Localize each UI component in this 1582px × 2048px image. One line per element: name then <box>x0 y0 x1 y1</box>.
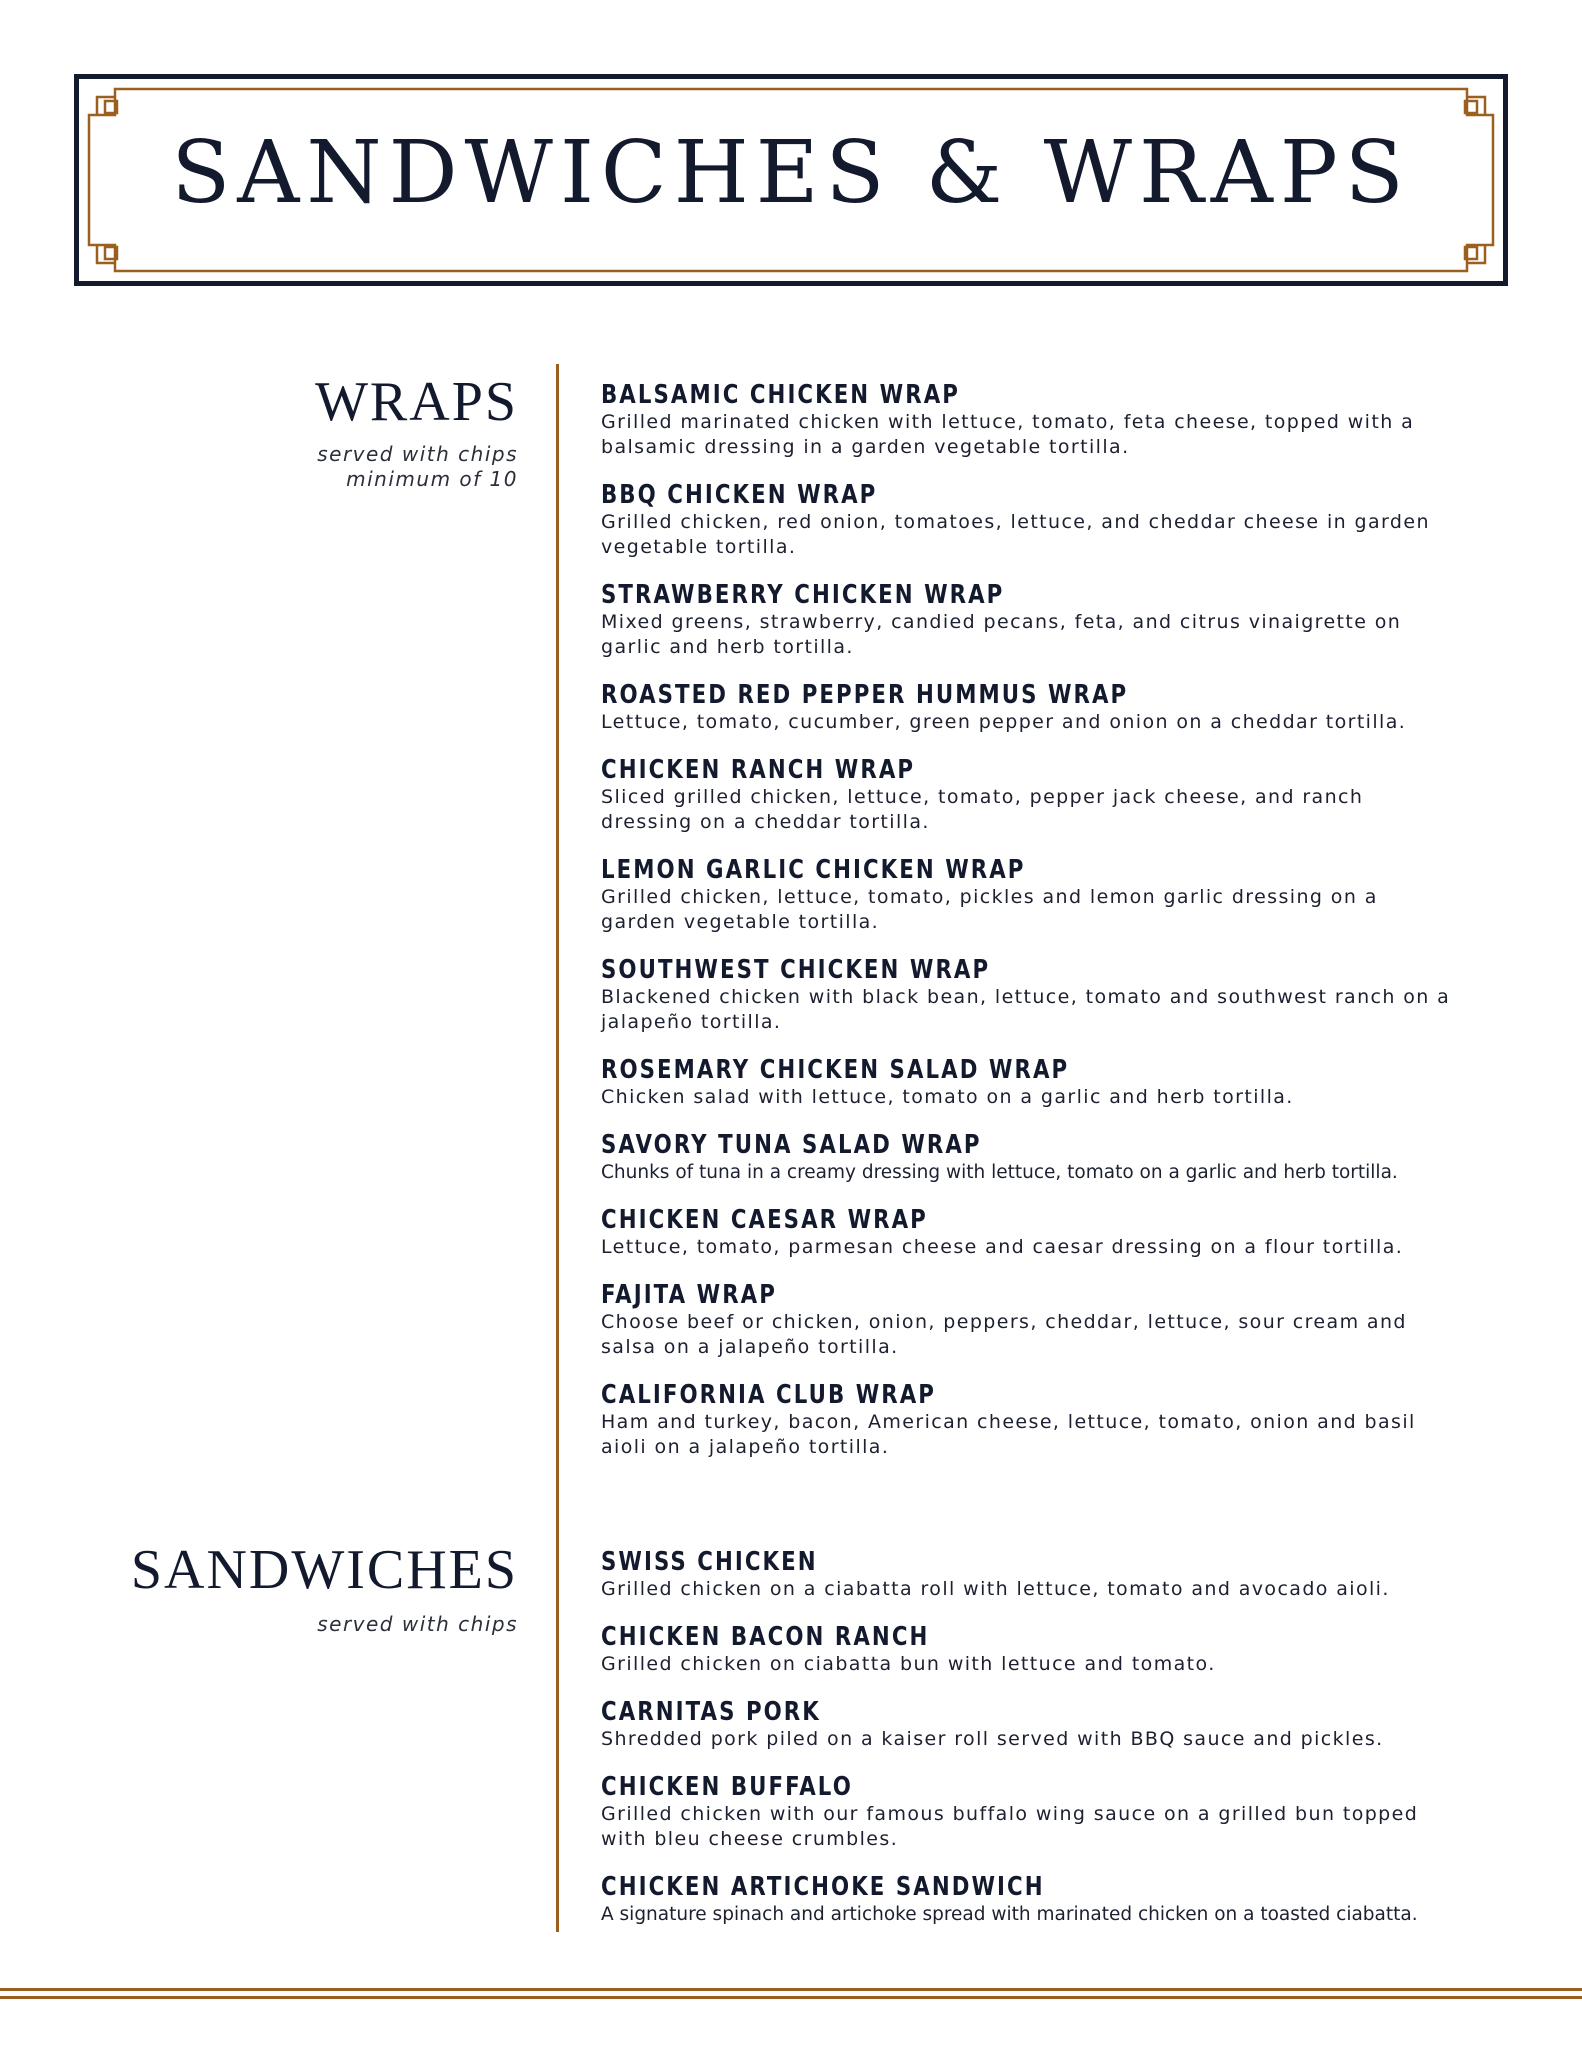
item-description: balsamic dressing in a garden vegetable tortilla. <box>601 436 1130 458</box>
item-description: Grilled chicken on ciabatta bun with lettuce and tomato. <box>601 1653 1216 1675</box>
menu-item <box>601 1547 1481 1602</box>
item-name: CHICKEN RANCH WRAP <box>601 755 916 785</box>
item-name: CHICKEN CAESAR WRAP <box>601 1205 928 1235</box>
menu-item <box>601 1055 1481 1110</box>
item-name: SAVORY TUNA SALAD WRAP <box>601 1130 982 1160</box>
wraps-section-title: WRAPS <box>315 371 518 433</box>
header-frame <box>74 74 1508 286</box>
menu-item <box>601 1622 1481 1677</box>
item-name: CHICKEN ARTICHOKE SANDWICH <box>601 1872 1045 1902</box>
item-name: SOUTHWEST CHICKEN WRAP <box>601 955 991 985</box>
sandwiches-section-title: SANDWICHES <box>130 1539 518 1601</box>
item-description: Chunks of tuna in a creamy dressing with lettuce, tomato on a garlic and herb tortilla. <box>601 1162 1398 1183</box>
item-name: BALSAMIC CHICKEN WRAP <box>601 380 960 410</box>
menu-item <box>601 955 1481 1035</box>
item-name: ROASTED RED PEPPER HUMMUS WRAP <box>601 680 1129 710</box>
item-description: Grilled chicken with our famous buffalo wing sauce on a grilled bun topped <box>601 1803 1419 1825</box>
menu-item <box>601 1380 1481 1460</box>
item-description: Mixed greens, strawberry, candied pecans, feta, and citrus vinaigrette on <box>601 611 1402 633</box>
menu-item <box>601 1872 1481 1927</box>
item-name: ROSEMARY CHICKEN SALAD WRAP <box>601 1055 1070 1085</box>
item-description: vegetable tortilla. <box>601 536 797 558</box>
item-description: Lettuce, tomato, cucumber, green pepper and onion on a cheddar tortilla. <box>601 711 1407 733</box>
menu-item <box>601 1772 1481 1852</box>
wraps-note-served: served with chips <box>317 442 518 466</box>
item-description: Grilled marinated chicken with lettuce, tomato, feta cheese, topped with a <box>601 411 1415 433</box>
item-name: SWISS CHICKEN <box>601 1547 818 1577</box>
bottom-double-rule <box>0 1988 1582 1999</box>
item-description: Shredded pork piled on a kaiser roll served with BBQ sauce and pickles. <box>601 1728 1384 1750</box>
menu-item <box>601 855 1481 935</box>
menu-item <box>601 1280 1481 1360</box>
item-description: Ham and turkey, bacon, American cheese, lettuce, tomato, onion and basil <box>601 1411 1416 1433</box>
item-description: jalapeño tortilla. <box>601 1011 782 1033</box>
item-name: CHICKEN BACON RANCH <box>601 1622 930 1652</box>
menu-item <box>601 480 1481 560</box>
vertical-divider <box>556 364 559 1932</box>
item-description: salsa on a jalapeño tortilla. <box>601 1336 899 1358</box>
item-description: with bleu cheese crumbles. <box>601 1828 899 1850</box>
item-name: CALIFORNIA CLUB WRAP <box>601 1380 936 1410</box>
menu-item <box>601 1130 1481 1185</box>
item-description: garden vegetable tortilla. <box>601 911 880 933</box>
item-description: aioli on a jalapeño tortilla. <box>601 1436 890 1458</box>
item-description: A signature spinach and artichoke spread with marinated chicken on a toasted ciabatta. <box>601 1904 1418 1925</box>
item-name: CHICKEN BUFFALO <box>601 1772 853 1802</box>
menu-item <box>601 1205 1481 1260</box>
item-name: BBQ CHICKEN WRAP <box>601 480 878 510</box>
item-description: Sliced grilled chicken, lettuce, tomato, pepper jack cheese, and ranch <box>601 786 1364 808</box>
page-title: SANDWICHES & WRAPS <box>171 123 1411 223</box>
item-name: FAJITA WRAP <box>601 1280 777 1310</box>
item-description: Grilled chicken, lettuce, tomato, pickles and lemon garlic dressing on a <box>601 886 1378 908</box>
menu-item <box>601 1697 1481 1752</box>
item-description: Grilled chicken, red onion, tomatoes, lettuce, and cheddar cheese in garden <box>601 511 1430 533</box>
sandwiches-heading <box>131 1540 518 1637</box>
item-description: Chicken salad with lettuce, tomato on a garlic and herb tortilla. <box>601 1086 1294 1108</box>
item-description: Choose beef or chicken, onion, peppers, cheddar, lettuce, sour cream and <box>601 1311 1407 1333</box>
item-description: dressing on a cheddar tortilla. <box>601 811 930 833</box>
item-description: Grilled chicken on a ciabatta roll with lettuce, tomato and avocado aioli. <box>601 1578 1390 1600</box>
item-name: LEMON GARLIC CHICKEN WRAP <box>601 855 1026 885</box>
menu-item <box>601 680 1481 735</box>
wraps-heading <box>315 372 518 492</box>
item-name: STRAWBERRY CHICKEN WRAP <box>601 580 1005 610</box>
sandwiches-note-served: served with chips <box>317 1612 518 1636</box>
item-description: garlic and herb tortilla. <box>601 636 854 658</box>
sandwiches-list <box>601 1547 1481 1947</box>
menu-item <box>601 755 1481 835</box>
menu-item <box>601 580 1481 660</box>
item-description: Blackened chicken with black bean, lettuce, tomato and southwest ranch on a <box>601 986 1451 1008</box>
item-name: CARNITAS PORK <box>601 1697 821 1727</box>
menu-item <box>601 380 1481 460</box>
wraps-list <box>601 380 1481 1480</box>
wraps-note-minimum: minimum of 10 <box>346 467 518 491</box>
item-description: Lettuce, tomato, parmesan cheese and caesar dressing on a flour tortilla. <box>601 1236 1404 1258</box>
